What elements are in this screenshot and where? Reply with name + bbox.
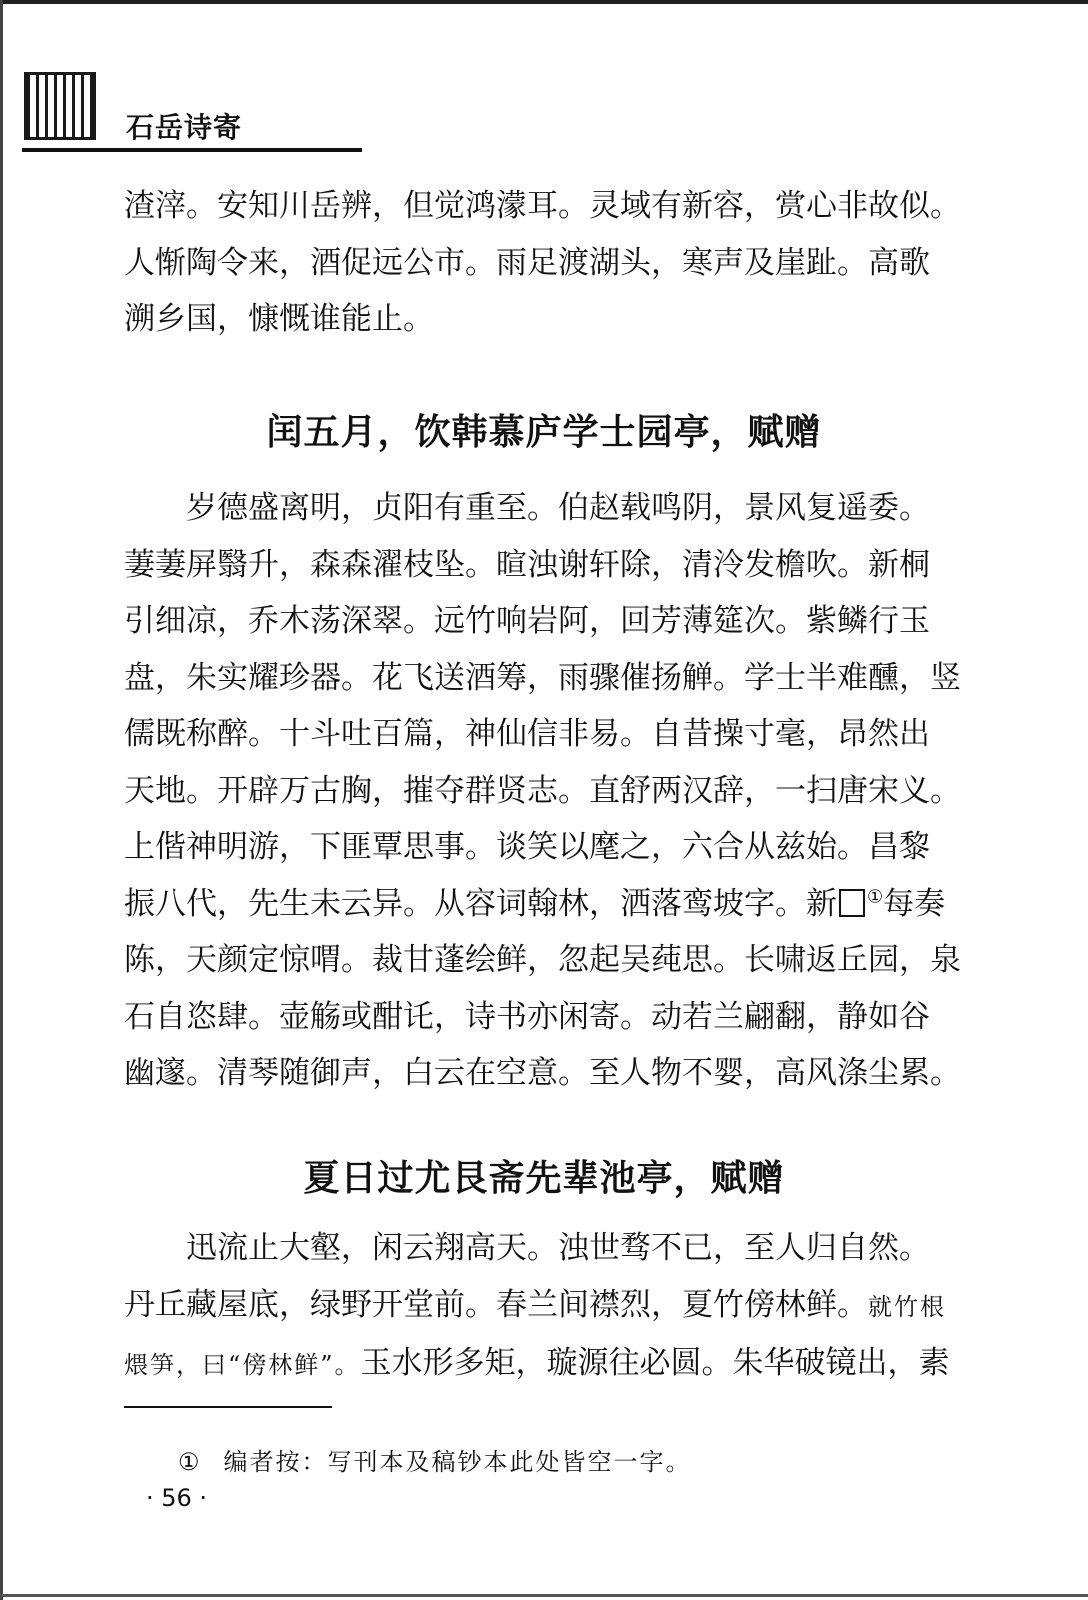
footnote-marker: ① [867,886,884,908]
scan-edge-left [0,0,3,1600]
scan-edge-bottom [0,1594,1088,1597]
text-line: 萋萋屏翳升，森森濯枝坠。暄浊谢轩除，清泠发檐吹。新桐 [124,546,930,583]
text-line: 上偕神明游，下匪覃思事。谈笑以麾之，六合从兹始。昌黎 [124,829,930,865]
text-line: 迅流止大壑，闲云翔高天。浊世骛不已，至人归自然。 [186,1230,930,1266]
running-header-title: 石岳诗寄 [126,111,243,144]
text-segment: 振八代，先生未云异。从容词翰林，洒落鸾坡字。新 [124,885,837,922]
header-rule [22,148,362,152]
text-segment: 丹丘藏屋底，绿野开堂前。春兰间襟烈，夏竹傍林鲜。 [124,1286,868,1323]
footnote-text: 编者按：写刊本及稿钞本此处皆空一字。 [223,1448,692,1476]
text-line: 引细凉，乔木荡深翠。远竹响岩阿，回芳薄筵次。紫鳞行玉 [124,603,930,639]
inline-note: 煨笋，曰“傍林鲜”。 [124,1351,361,1379]
footnote-number: ① [178,1448,202,1476]
text-line: 溯乡国，慷慨谁能止。 [124,301,434,337]
text-line: 天地。开辟万古胸，摧夺群贤志。直舒两汉辞，一扫唐宋义。 [124,772,961,809]
text-line: 人惭陶令来，酒促远公市。雨足渡湖头，寒声及崖趾。高歌 [124,244,930,281]
text-line: 陈，天颜定惊喟。裁甘蓬绘鲜，忽起吴莼思。长啸返丘园，泉 [124,942,961,978]
text-line: 岁德盛离明，贞阳有重至。伯赵载鸣阴，景风复遥委。 [186,490,930,526]
scan-edge-top [0,0,1088,4]
text-line: 石自恣肆。壶觞或酣讬，诗书亦闲寄。动若兰翩翻，静如谷 [124,998,930,1035]
footnote-rule [124,1406,332,1408]
text-line: 渣滓。安知川岳辨，但觉鸿濛耳。灵域有新容，赏心非故似。 [124,188,961,224]
poem-title-2: 夏日过尤艮斋先辈池亭，赋赠 [303,1158,785,1199]
poem-2-body [124,1220,974,1394]
inline-note: 就竹根 [868,1292,946,1321]
text-segment: 玉水形多矩，璇源往必圆。朱华破镜出，素 [360,1345,950,1381]
text-line-with-footnote [124,876,974,933]
poem-1-body [124,480,974,1102]
page-number: · 56 · [146,1484,208,1512]
missing-character-box [839,889,865,917]
text-line [124,1335,974,1394]
seal-stamp-icon [24,72,96,140]
text-line: 幽邃。清琴随御声，白云在空意。至人物不婴，高风涤尘累。 [124,1055,961,1091]
text-line: 盘，朱实耀珍器。花飞送酒筹，雨骤催扬觯。学士半难醺，竖 [124,659,961,696]
poem-title-1: 闰五月，饮韩慕庐学士园亭，赋赠 [266,412,822,453]
text-segment: 每奏 [883,885,946,922]
continued-poem-text [124,178,974,348]
footnote [178,1442,692,1477]
text-line [124,1277,974,1336]
text-line: 儒既称醉。十斗吐百篇，神仙信非易。自昔操寸毫，昂然出 [124,716,930,752]
